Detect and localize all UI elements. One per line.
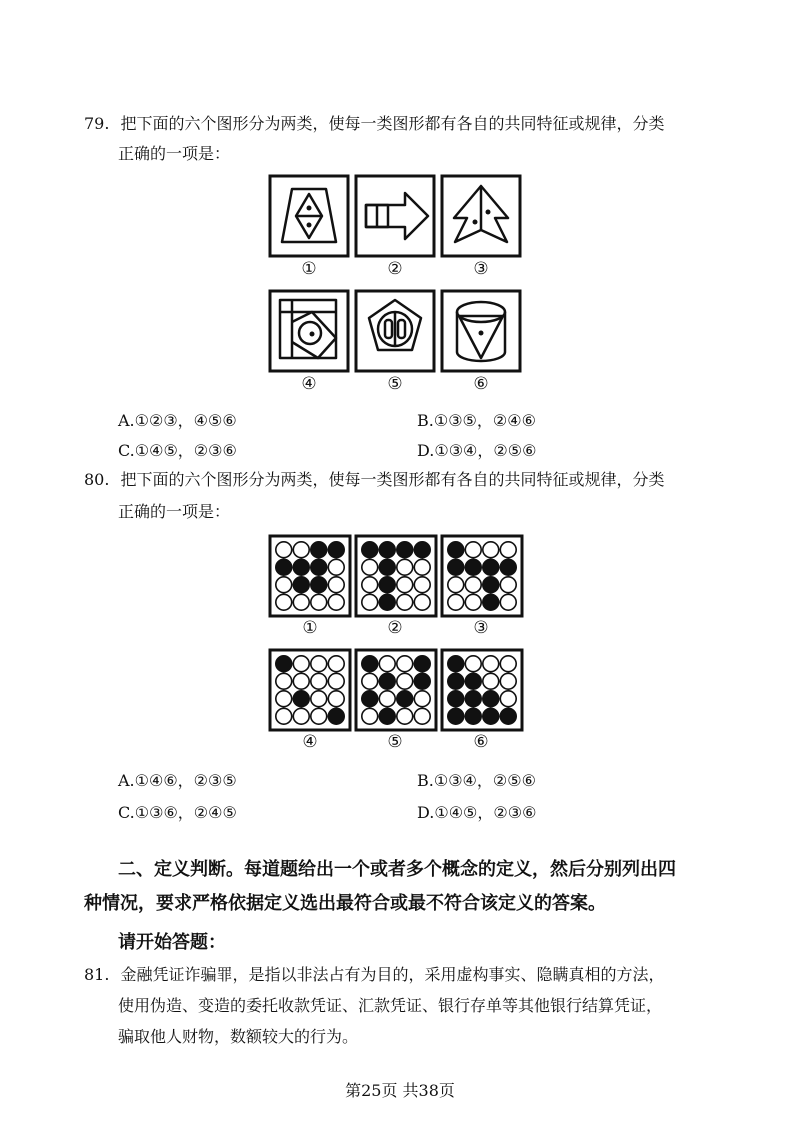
q80-option-a[interactable] (118, 768, 237, 791)
page-footer: 第25页 共38页 (345, 1081, 455, 1100)
option-letter: A. (118, 771, 135, 790)
q80-option-d[interactable] (417, 800, 536, 823)
white-circle (362, 577, 378, 593)
q80-label-6: ⑥ (473, 732, 489, 752)
q80-option-c[interactable] (118, 800, 237, 823)
option-text: ①③⑥，②④⑤ (134, 803, 237, 822)
white-circle (293, 708, 309, 724)
q80-stem-line2: 正确的一项是： (118, 502, 231, 521)
option-text: ①④⑤，②③⑥ (434, 803, 537, 822)
white-circle (311, 656, 327, 672)
white-circle (362, 559, 378, 575)
black-circle (465, 673, 481, 689)
white-circle (362, 708, 378, 724)
option-letter: B. (417, 411, 434, 430)
black-circle (397, 691, 413, 707)
white-circle (414, 708, 430, 724)
white-circle (293, 656, 309, 672)
option-letter: C. (118, 441, 135, 460)
q81-line1 (84, 959, 665, 990)
black-circle (448, 656, 464, 672)
black-circle (465, 559, 481, 575)
option-text: ①④⑥，②③⑤ (134, 771, 237, 790)
white-circle (379, 691, 395, 707)
black-circle (276, 656, 292, 672)
q79-stem-line2: 正确的一项是： (118, 144, 231, 163)
q80-stem-line1: 把下面的六个图形分为两类，使每一类图形都有各自的共同特征或规律，分类 (120, 470, 665, 489)
q80-figure-5 (356, 650, 436, 730)
black-circle (465, 708, 481, 724)
q79-label-4: ④ (301, 374, 317, 394)
q80-label-3: ③ (473, 618, 489, 638)
black-circle (483, 577, 499, 593)
white-circle (311, 708, 327, 724)
q79-label-1: ① (301, 259, 317, 279)
q79-label-6: ⑥ (473, 374, 489, 394)
white-circle (397, 559, 413, 575)
q81-line3: 骗取他人财物，数额较大的行为。 (118, 1027, 359, 1046)
q79-label-2: ② (387, 259, 403, 279)
option-text: ①②③，④⑤⑥ (134, 411, 237, 430)
q81-text-line1: 金融凭证诈骗罪，是指以非法占有为目的，采用虚构事实、隐瞒真相的方法， (120, 965, 665, 984)
option-letter: B. (417, 771, 434, 790)
q80-figure-6 (442, 650, 522, 730)
black-circle (414, 656, 430, 672)
white-circle (500, 594, 516, 610)
white-circle (414, 559, 430, 575)
black-circle (414, 673, 430, 689)
white-circle (397, 594, 413, 610)
q80-number: 80. (84, 470, 110, 489)
black-circle (379, 708, 395, 724)
white-circle (414, 594, 430, 610)
black-circle (328, 542, 344, 558)
white-circle (328, 594, 344, 610)
white-circle (293, 594, 309, 610)
q80-figure-4 (270, 650, 350, 730)
black-circle (414, 542, 430, 558)
section2-start: 请开始答题： (118, 932, 226, 953)
white-circle (448, 594, 464, 610)
q79-number: 79. (84, 114, 110, 133)
white-circle (311, 673, 327, 689)
option-letter: D. (417, 441, 435, 460)
q79-stem-line1: 把下面的六个图形分为两类，使每一类图形都有各自的共同特征或规律，分类 (120, 114, 665, 133)
black-circle (379, 577, 395, 593)
white-circle (414, 577, 430, 593)
q80-figure-1 (270, 536, 350, 616)
white-circle (414, 691, 430, 707)
white-circle (465, 594, 481, 610)
white-circle (328, 673, 344, 689)
white-circle (483, 673, 499, 689)
black-circle (500, 559, 516, 575)
white-circle (328, 559, 344, 575)
black-circle (276, 559, 292, 575)
white-circle (276, 542, 292, 558)
black-circle (448, 708, 464, 724)
black-circle (362, 691, 378, 707)
white-circle (276, 673, 292, 689)
q80-figure-3 (442, 536, 522, 616)
section2-title-line1: 二、定义判断。每道题给出一个或者多个概念的定义，然后分别列出四 (118, 859, 676, 880)
white-circle (465, 577, 481, 593)
q80-label-5: ⑤ (387, 732, 403, 752)
white-circle (328, 691, 344, 707)
white-circle (276, 691, 292, 707)
white-circle (397, 577, 413, 593)
option-text: ①③④，②⑤⑥ (434, 441, 537, 460)
q80-figure-2 (356, 536, 436, 616)
black-circle (311, 542, 327, 558)
option-letter: C. (118, 803, 135, 822)
white-circle (448, 577, 464, 593)
option-letter: A. (118, 411, 135, 430)
black-circle (379, 542, 395, 558)
white-circle (328, 656, 344, 672)
white-circle (500, 691, 516, 707)
black-circle (293, 577, 309, 593)
option-text: ①③④，②⑤⑥ (433, 771, 536, 790)
black-circle (362, 656, 378, 672)
black-circle (311, 577, 327, 593)
white-circle (311, 594, 327, 610)
option-text: ①④⑤，②③⑥ (134, 441, 237, 460)
white-circle (362, 673, 378, 689)
black-circle (483, 708, 499, 724)
q79-label-5: ⑤ (387, 374, 403, 394)
black-circle (379, 594, 395, 610)
white-circle (483, 542, 499, 558)
white-circle (362, 594, 378, 610)
white-circle (328, 577, 344, 593)
white-circle (379, 656, 395, 672)
option-letter: D. (417, 803, 435, 822)
white-circle (500, 656, 516, 672)
white-circle (293, 542, 309, 558)
black-circle (379, 673, 395, 689)
black-circle (293, 559, 309, 575)
white-circle (397, 673, 413, 689)
black-circle (448, 542, 464, 558)
white-circle (483, 656, 499, 672)
white-circle (500, 542, 516, 558)
black-circle (362, 542, 378, 558)
q81-line2: 使用伪造、变造的委托收款凭证、汇款凭证、银行存单等其他银行结算凭证， (118, 996, 663, 1015)
black-circle (483, 691, 499, 707)
white-circle (465, 542, 481, 558)
black-circle (500, 708, 516, 724)
white-circle (276, 708, 292, 724)
black-circle (448, 691, 464, 707)
black-circle (379, 559, 395, 575)
section2-title-line2: 种情况，要求严格依据定义选出最符合或最不符合该定义的答案。 (84, 893, 606, 914)
black-circle (483, 594, 499, 610)
black-circle (448, 559, 464, 575)
black-circle (465, 691, 481, 707)
white-circle (293, 673, 309, 689)
black-circle (311, 559, 327, 575)
q80-label-1: ① (302, 618, 318, 638)
q79-label-3: ③ (473, 259, 489, 279)
white-circle (276, 594, 292, 610)
q80-label-4: ④ (302, 732, 318, 752)
black-circle (448, 673, 464, 689)
white-circle (500, 577, 516, 593)
black-circle (397, 542, 413, 558)
q80-label-2: ② (387, 618, 403, 638)
option-text: ①③⑤，②④⑥ (433, 411, 536, 430)
q81-number: 81. (84, 965, 110, 984)
white-circle (397, 708, 413, 724)
white-circle (465, 656, 481, 672)
black-circle (483, 559, 499, 575)
white-circle (276, 577, 292, 593)
white-circle (500, 673, 516, 689)
white-circle (397, 656, 413, 672)
black-circle (328, 708, 344, 724)
black-circle (293, 691, 309, 707)
white-circle (311, 691, 327, 707)
q80-option-b[interactable] (417, 768, 536, 791)
